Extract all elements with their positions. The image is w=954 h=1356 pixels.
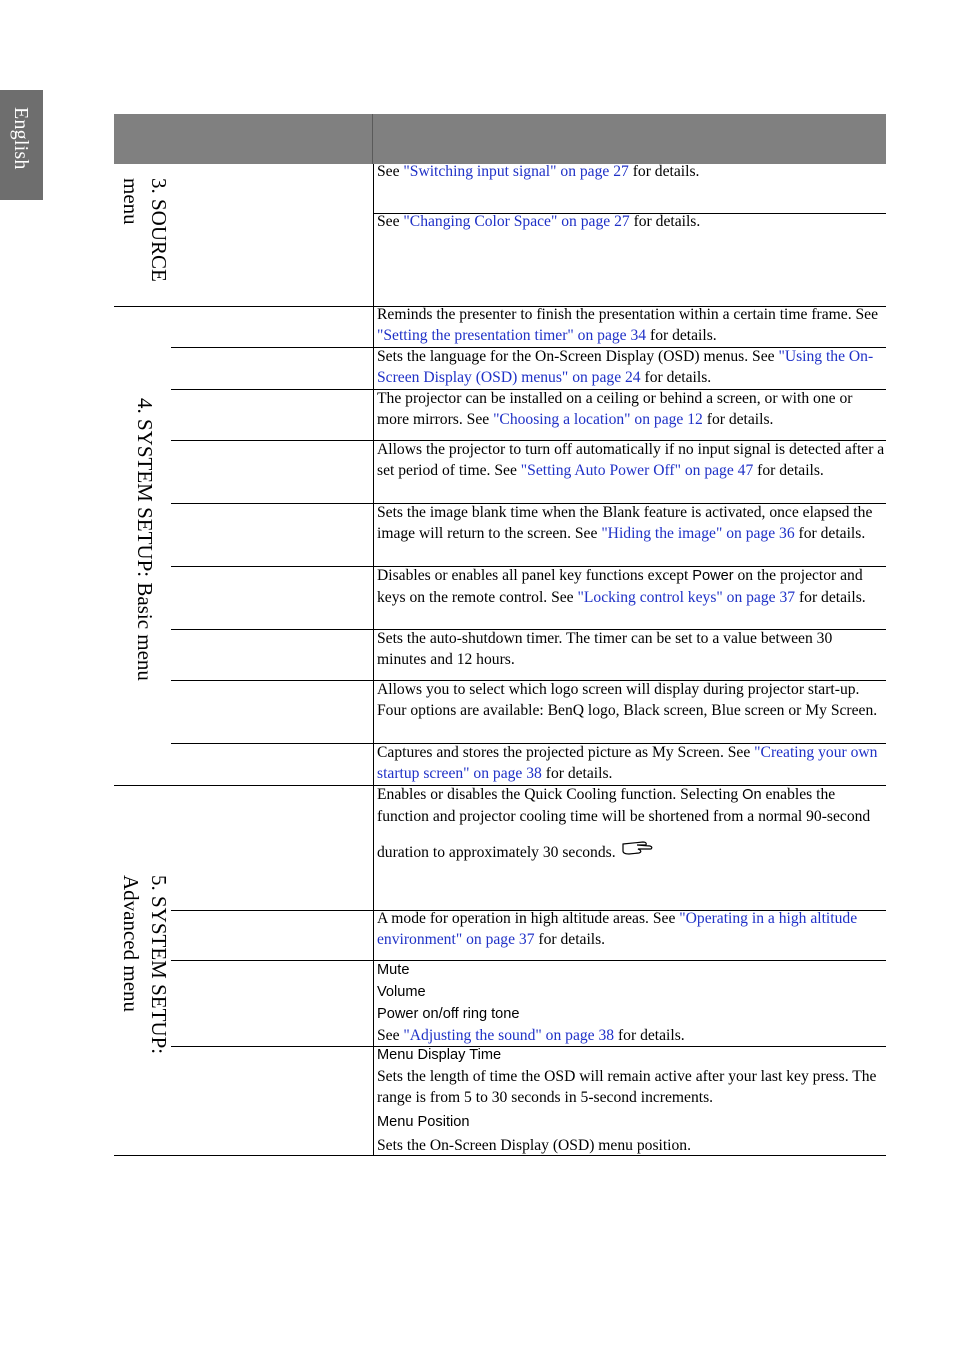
item-heading: Mute [377,962,410,978]
item-heading: Power on/off ring tone [377,1006,520,1022]
row-my-screen: Captures and stores the projected picture as My Screen. See "Creating your own startup screen" on page 38 for details. [377,744,878,782]
header-divider [372,114,373,164]
item-heading: Menu Display Time [377,1047,502,1063]
page-link[interactable]: "Using the On-Screen Display (OSD) menus" on page 24 [377,348,874,386]
row-high-altitude: A mode for operation in high altitude areas. See "Operating in a high altitude environment" on page 37 for details. [377,910,858,948]
page-link[interactable]: "Locking control keys" on page 37 [577,589,796,606]
page-link[interactable]: "Creating your own startup screen" on page 38 [377,744,878,782]
item-heading: Volume [377,984,426,1000]
page-link[interactable]: "Choosing a location" on page 12 [493,411,703,428]
language-tab-label: English [10,107,32,170]
section-advanced-label: 5. SYSTEM SETUP: Advanced menu [119,875,171,1055]
section-basic-label: 4. SYSTEM SETUP: Basic menu [133,398,157,681]
row-color-space: See "Changing Color Space" on page 27 for details. [377,213,701,230]
row-blank-timer: Sets the image blank time when the Blank feature is activated, once elapsed the image will return to the screen. See "Hiding the image" on page 36 for details. [377,504,873,542]
language-tab [0,90,43,200]
pointing-hand-icon [620,837,654,863]
page-link[interactable]: "Setting the presentation timer" on page 34 [377,327,647,344]
row-presentation-timer: Reminds the presenter to finish the presentation within a certain time frame. See "Setting the presentation timer" on page 34 for details. [377,306,879,344]
row-input-source: See "Switching input signal" on page 27 for details. [377,163,700,180]
page-link[interactable]: "Changing Color Space" on page 27 [403,213,630,230]
column-divider [373,164,374,1155]
row-menu-settings: Menu Display Time Sets the length of time the OSD will remain active after your last key press. The range is from 5 to 30 seconds in 5-second increments. Menu Position Sets the On-Screen Display (OSD) menu position. [377,1045,885,1156]
page-link[interactable]: "Switching input signal" on page 27 [403,163,629,180]
row-projector-position: The projector can be installed on a ceiling or behind a screen, or with one or more mirrors. See "Choosing a location" on page 12 for details. [377,390,853,428]
section-source-label: 3. SOURCE menu [119,178,171,282]
row-sleep-timer: Sets the auto-shutdown timer. The timer can be set to a value between 30 minutes and 12 hours. [377,630,833,668]
row-splash-screen: Allows you to select which logo screen will display during projector start-up. Four options are available: BenQ logo, Black screen, Blue screen or My Screen. [377,681,878,719]
row-auto-power-off: Allows the projector to turn off automatically if no input signal is detected after a set period of time. See "Setting Auto Power Off" on page 47 for details. [377,441,885,479]
page-link[interactable]: "Hiding the image" on page 36 [601,525,795,542]
page-link[interactable]: "Operating in a high altitude environment" on page 37 [377,910,858,948]
table-header [114,114,886,164]
item-heading: Menu Position [377,1114,470,1130]
page-link[interactable]: "Adjusting the sound" on page 38 [403,1027,615,1044]
page-link[interactable]: "Setting Auto Power Off" on page 47 [520,462,754,479]
row-audio-settings: Mute Volume Power on/off ring tone See "Adjusting the sound" on page 38 for details. [377,959,885,1046]
row-panel-key-lock: Disables or enables all panel key functions except Power on the projector and keys on the remote control. See "Locking control keys" on page 37 for details. [377,567,866,606]
row-quick-cooling: Enables or disables the Quick Cooling function. Selecting On enables the function and projector cooling time will be shortened from a normal 90-second duration to approximately 30 seconds. [377,786,871,861]
row-language: Sets the language for the On-Screen Display (OSD) menus. See "Using the On-Screen Display (OSD) menus" on page 24 for details. [377,348,874,386]
